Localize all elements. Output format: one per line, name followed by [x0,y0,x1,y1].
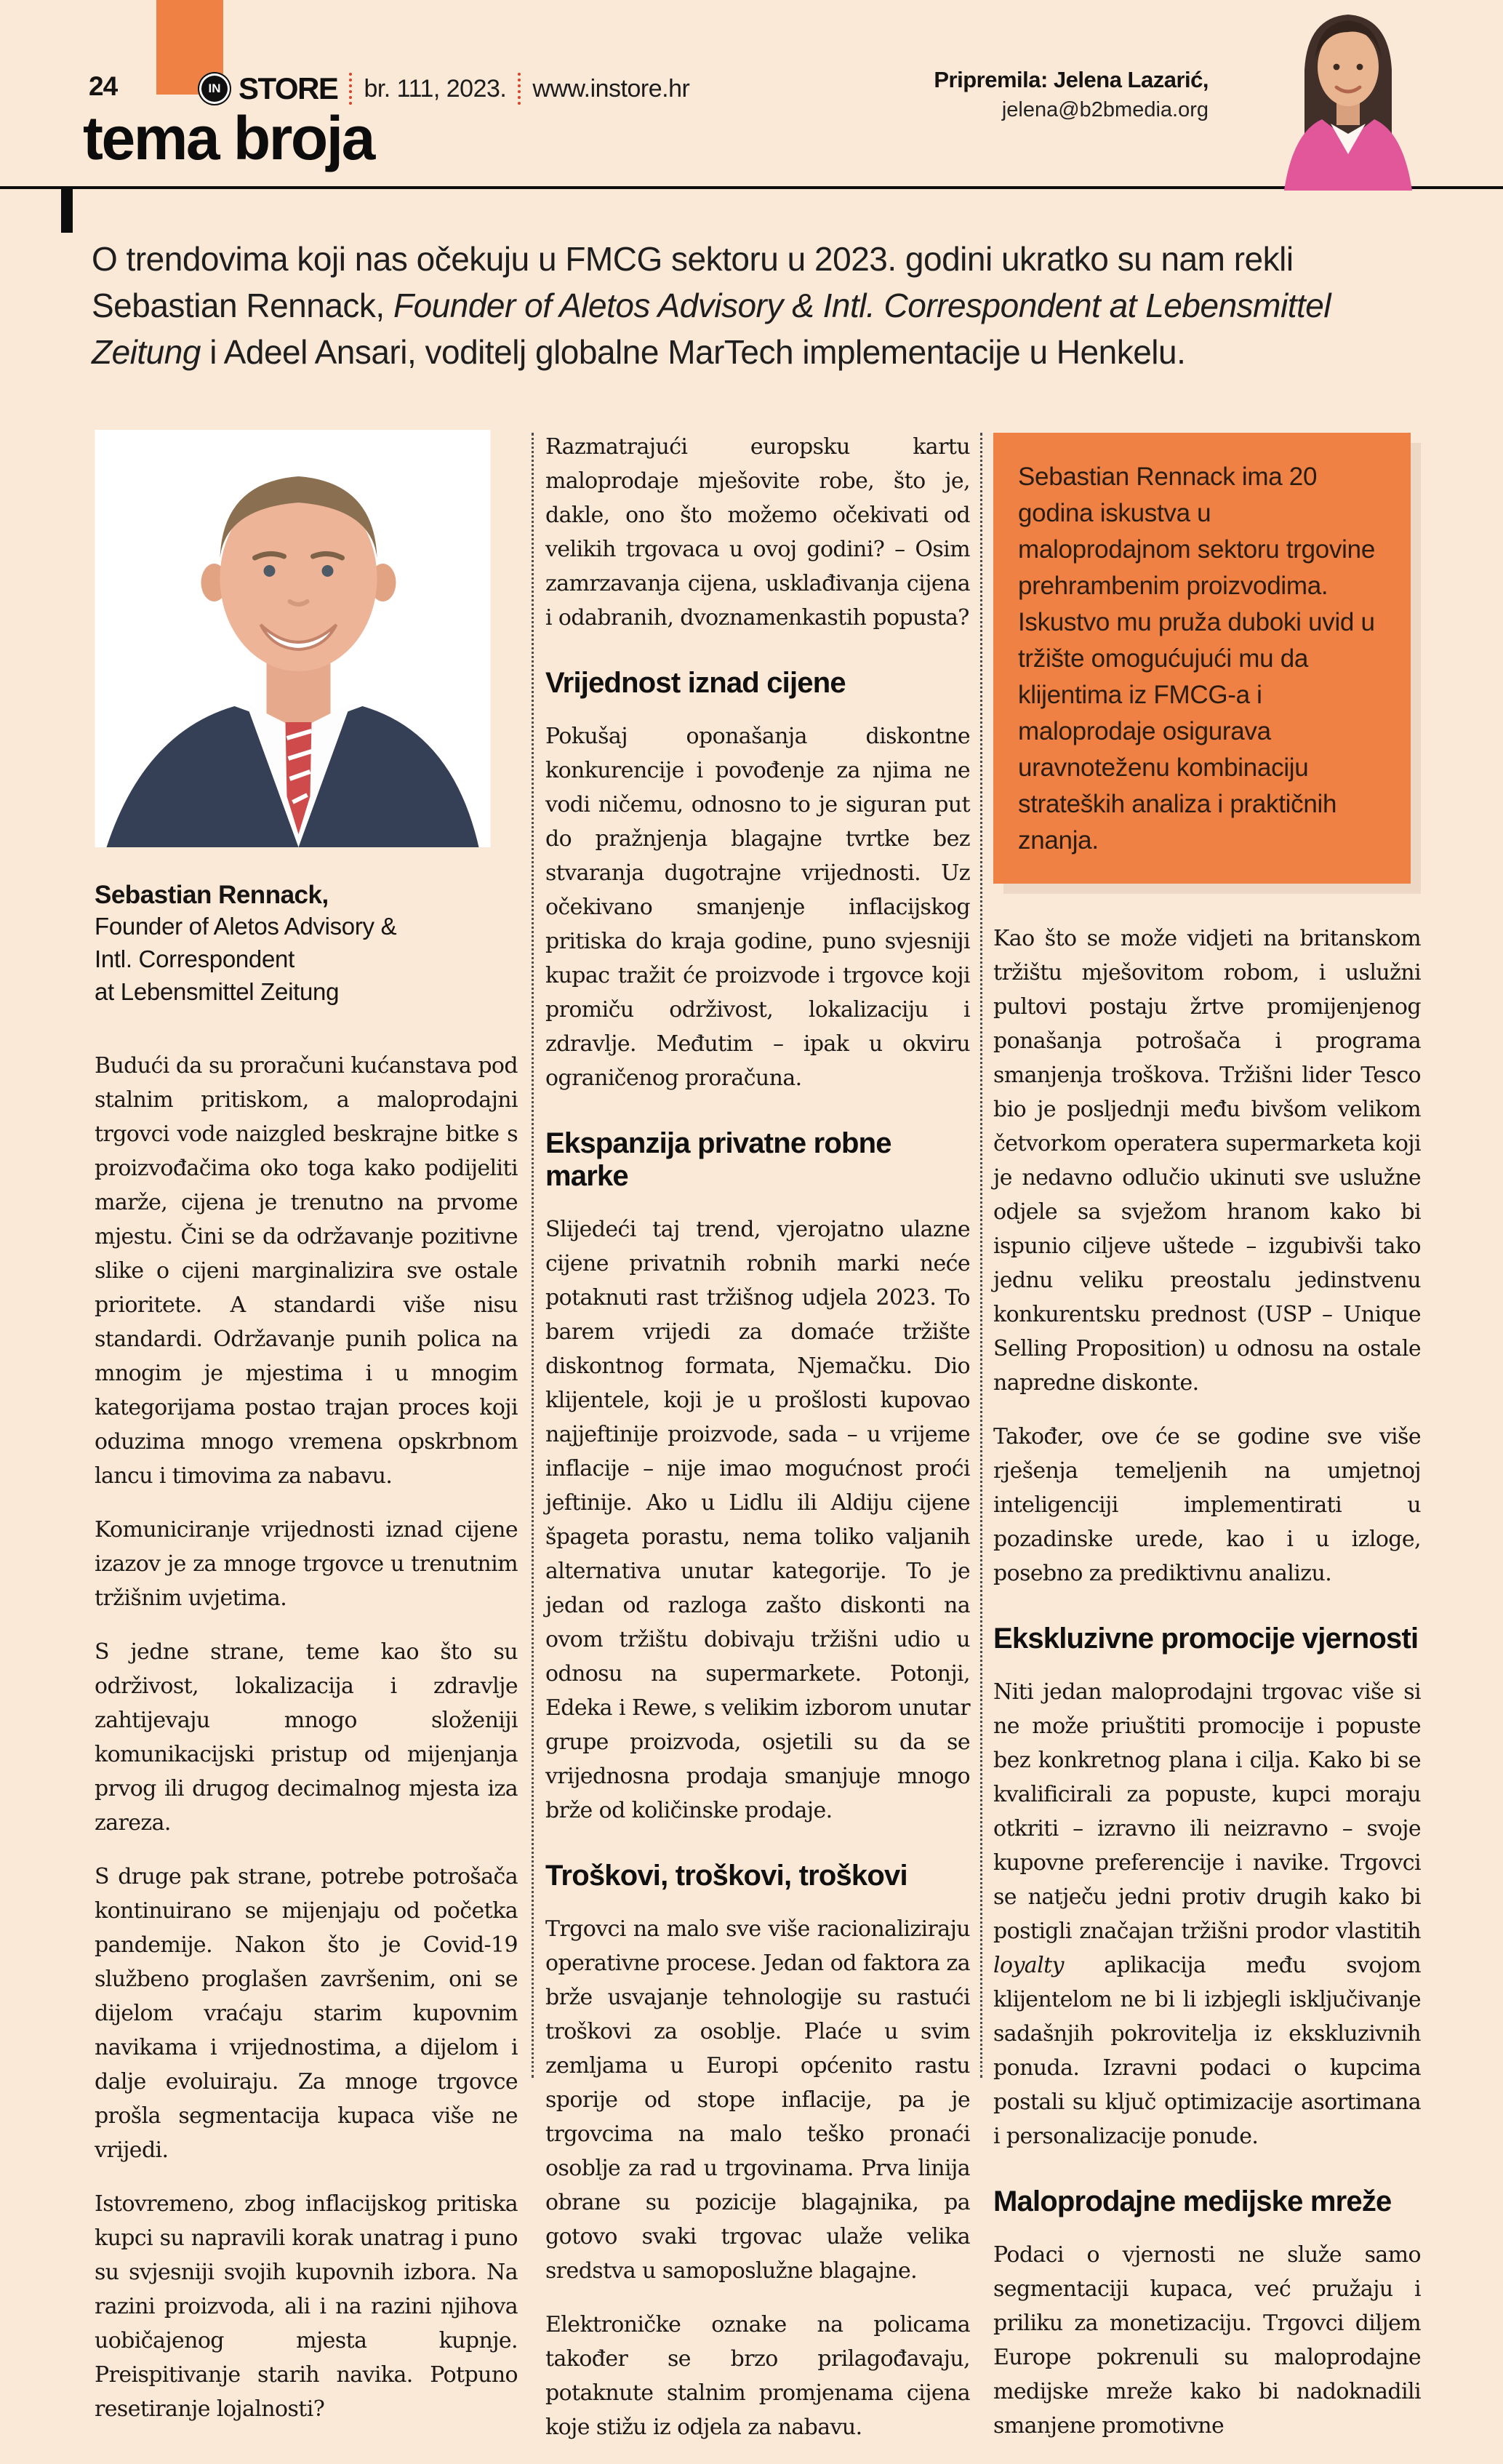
paragraph: Pokušaj oponašanja diskontne konkurencije i povođenje za njima ne vodi ničemu, odnosno to je siguran put do pražnjenja blagajne tvrtke bez stvaranja dugotrajne vrijednosti. Uz očekivano smanjenje inflacijskog pritiska do kraja godine, puno svjesniji kupac tražit će proizvode i trgovce koji promiču održivost, lokalizaciju i zdravlje. Međutim – ipak u okviru ograničenog proračuna. [545,724,970,1091]
paragraph: Elektroničke oznake na policama također se brzo prilagođavaju, potaknute stalnim promjenama cijena koje stižu iz odjela za nabavu. [545,2312,970,2440]
masthead [198,70,689,108]
right-column-text [993,921,1421,2443]
author-credit [934,67,1209,122]
paragraph: Trgovci na malo sve više racionaliziraju operativne procese. Jedan od faktora za brže usvajanje tehnologije su rastući troškovi za osoblje. Plaće u svim zemljama u Europi općenito rastu sporije od stope inflacije, pa je trgovcima na malo teško pronaći osoblje za rad u trgovinama. Prva linija obrane su pozicije blagajnika, pa gotovo svaki trgovac ulaže velika sredstva u samoposlužne blagajne. [545,1916,970,2284]
website-url: www.instore.hr [532,74,690,103]
section-heading: Ekskluzivne promocije vjernosti [993,1623,1419,1655]
paragraph: Podaci o vjernosti ne služe samo segmentaciji kupaca, već pružaju i priliku za monetizaciju. Trgovci diljem Europe pokrenuli su maloprodajne medijske mreže kako bi nadoknadili smanjene promotivne [993,2242,1421,2439]
left-column-text [95,1049,518,2426]
caption-line: Founder of Aletos Advisory & [95,913,397,940]
paragraph: Slijedeći taj trend, vjerojatno ulazne cijene privatnih robnih marki neće potaknuti rast tržišnog udjela 2023. To barem vrijedi za domaće tržište diskontnog formata, Njemačku. Dio klijentele, koji je u prošlosti kupovao najjeftinije proizvode, sada – u vrijeme inflacije – nije imao mogućnost proći jeftinije. Ako u Lidlu ili Aldiju cijene špageta porastu, nema toliko valjanih alternativa unutar kategorije. To je jedan od razloga zašto diskonti na ovom tržištu dobivaju tržišni udio u odnosu na supermarkete. Potonji, Edeka i Rewe, s velikim izborom unutar grupe proizvoda, osjetili su da se vrijednosna prodaja smanjuje mnogo brže od količinske prodaje. [545,1217,970,1823]
instore-logo-icon: IN [198,72,231,105]
caption-name: Sebastian Rennack, [95,881,329,909]
issue-number: br. 111, 2023. [364,74,507,103]
paragraph: Istovremeno, zbog inflacijskog pritiska kupci su napravili korak unatrag i puno su svjesniji svojih kupovnih izbora. Na razini proizvoda, ali i na razini njihova uobičajenog mjesta kupnje. Preispitivanje starih navika. Potpuno resetiranje lojalnosti? [95,2191,518,2422]
dotted-divider-icon [518,73,521,105]
author-name: Pripremila: Jelena Lazarić, [934,67,1209,92]
column-left [95,430,518,2446]
interviewee-photo [95,430,491,847]
paragraph: Niti jedan maloprodajni trgovac više si ne može priuštiti promocije i popuste bez konkretnog plana i cilja. Kako bi se kvalificirali za popuste, kupci moraju otkriti – izravno ili neizravno – svoje kupovne preferencije i navike. Trgovci se natječu jedni protiv drugih kako bi postigli značajan tržišni prodor vlastitih loyalty aplikacija među svojom klijentelom ne bi li izbjegli isključivanje sadašnjih pokrovitelja iz ekskluzivnih ponuda. Izravni podaci o kupcima postali su ključ optimizacije asortimana i personalizacije ponude. [993,1679,1421,2149]
photo-caption [95,881,518,1008]
page-title: tema broja [83,104,374,172]
section-heading: Troškovi, troškovi, troškovi [545,1860,907,1892]
paragraph: S jedne strane, teme kao što su održivost, lokalizacija i zdravlje zahtijevaju mnogo složeniji komunikacijski pristup od mijenjanja prvog ili drugog decimalnog mjesta iza zareza. [95,1639,518,1836]
column-divider [532,433,534,2078]
author-photo [1235,9,1462,191]
caption-line: Intl. Correspondent [95,945,294,972]
middle-column-text [545,430,970,2444]
page-number: 24 [89,71,118,101]
highlight-box [993,433,1411,884]
paragraph: Također, ove će se godine sve više rješenja temeljenih na umjetnoj inteligenciji implementirati u pozadinske urede, kao i u izloge, posebno za prediktivnu analizu. [993,1424,1421,1586]
paragraph: Kao što se može vidjeti na britanskom tržištu mješovitom robom, i uslužni pultovi postaju žrtve promijenjenog ponašanja potrošača i programa smanjenja troškova. Tržišni lider Tesco bio je posljednji među bivšom velikom četvorkom operatera supermarketa koji je nedavno odlučio ukinuti sve uslužne odjele sa svježom hranom kako bi ispunio ciljeve uštede – izgubivši tako jednu veliku preostalu jedinstvenu konkurentsku prednost (USP – Unique Selling Proposition) u odnosu na ostale napredne diskonte. [993,926,1421,1396]
column-middle [545,430,970,2464]
paragraph: Razmatrajući europsku kartu maloprodaje mješovite robe, što je, dakle, ono što možemo očekivati od velikih trgovaca u ovoj godini? – Osim zamrzavanja cijena, usklađivanja cijena i odabranih, dvoznamenkastih popusta? [545,434,970,631]
paragraph: Komuniciranje vrijednosti iznad cijene izazov je za mnoge trgovce u trenutnim tržišnim uvjetima. [95,1517,518,1611]
column-divider [980,433,982,2078]
caption-line: at Lebensmittel Zeitung [95,978,340,1005]
brand-name: STORE [239,71,338,105]
section-heading: Maloprodajne medijske mreže [993,2185,1392,2217]
dotted-divider-icon [349,73,352,105]
divider-tick [61,186,73,233]
author-email: jelena@b2bmedia.org [1001,98,1209,121]
section-heading: Vrijednost iznad cijene [545,667,846,699]
column-right [993,433,1421,2463]
section-heading: Ekspanzija privatne robne marke [545,1127,891,1192]
paragraph: Budući da su proračuni kućanstava pod stalnim pritiskom, a maloprodajni trgovci vode naizgled beskrajne bitke s proizvođačima oko toga kako podijeliti marže, cijena je trenutno na prvome mjestu. Čini se da održavanje pozitivne slike o cijeni marginalizira sve ostale prioritete. A standardi više nisu standardi. Održavanje punih polica na mnogim je mjestima i u mnogim kategorijama postao trajan proces koji oduzima mnogo vremena opskrbnom lancu i timovima za nabavu. [95,1053,518,1489]
article-intro: O trendovima koji nas očekuju u FMCG sektoru u 2023. godini ukratko su nam rekli Sebastian Rennack, Founder of Aletos Advisory & Intl. Correspondent at Lebensmittel Zeitung i Adeel Ansari, voditelj globalne MarTech implementacije u Henkelu. [92,240,1331,371]
paragraph: S druge pak strane, potrebe potrošača kontinuirano se mijenjaju od početka pandemije. Nakon što je Covid-19 službeno proglašen završenim, oni se dijelom vraćaju starim kupovnim navikama i vrijednostima, a dijelom i dalje evoluiraju. Za mnoge trgovce prošla segmentacija kupaca više ne vrijedi. [95,1864,518,2163]
highlight-box-text: Sebastian Rennack ima 20 godina iskustva u maloprodajnom sektoru trgovine prehrambenim proizvodima. Iskustvo mu pruža duboki uvid u tržište omogućujući mu da klijentima iz FMCG-a i maloprodaje osigurava uravnoteženu kombinaciju strateških analiza i praktičnih znanja. [1018,463,1375,855]
